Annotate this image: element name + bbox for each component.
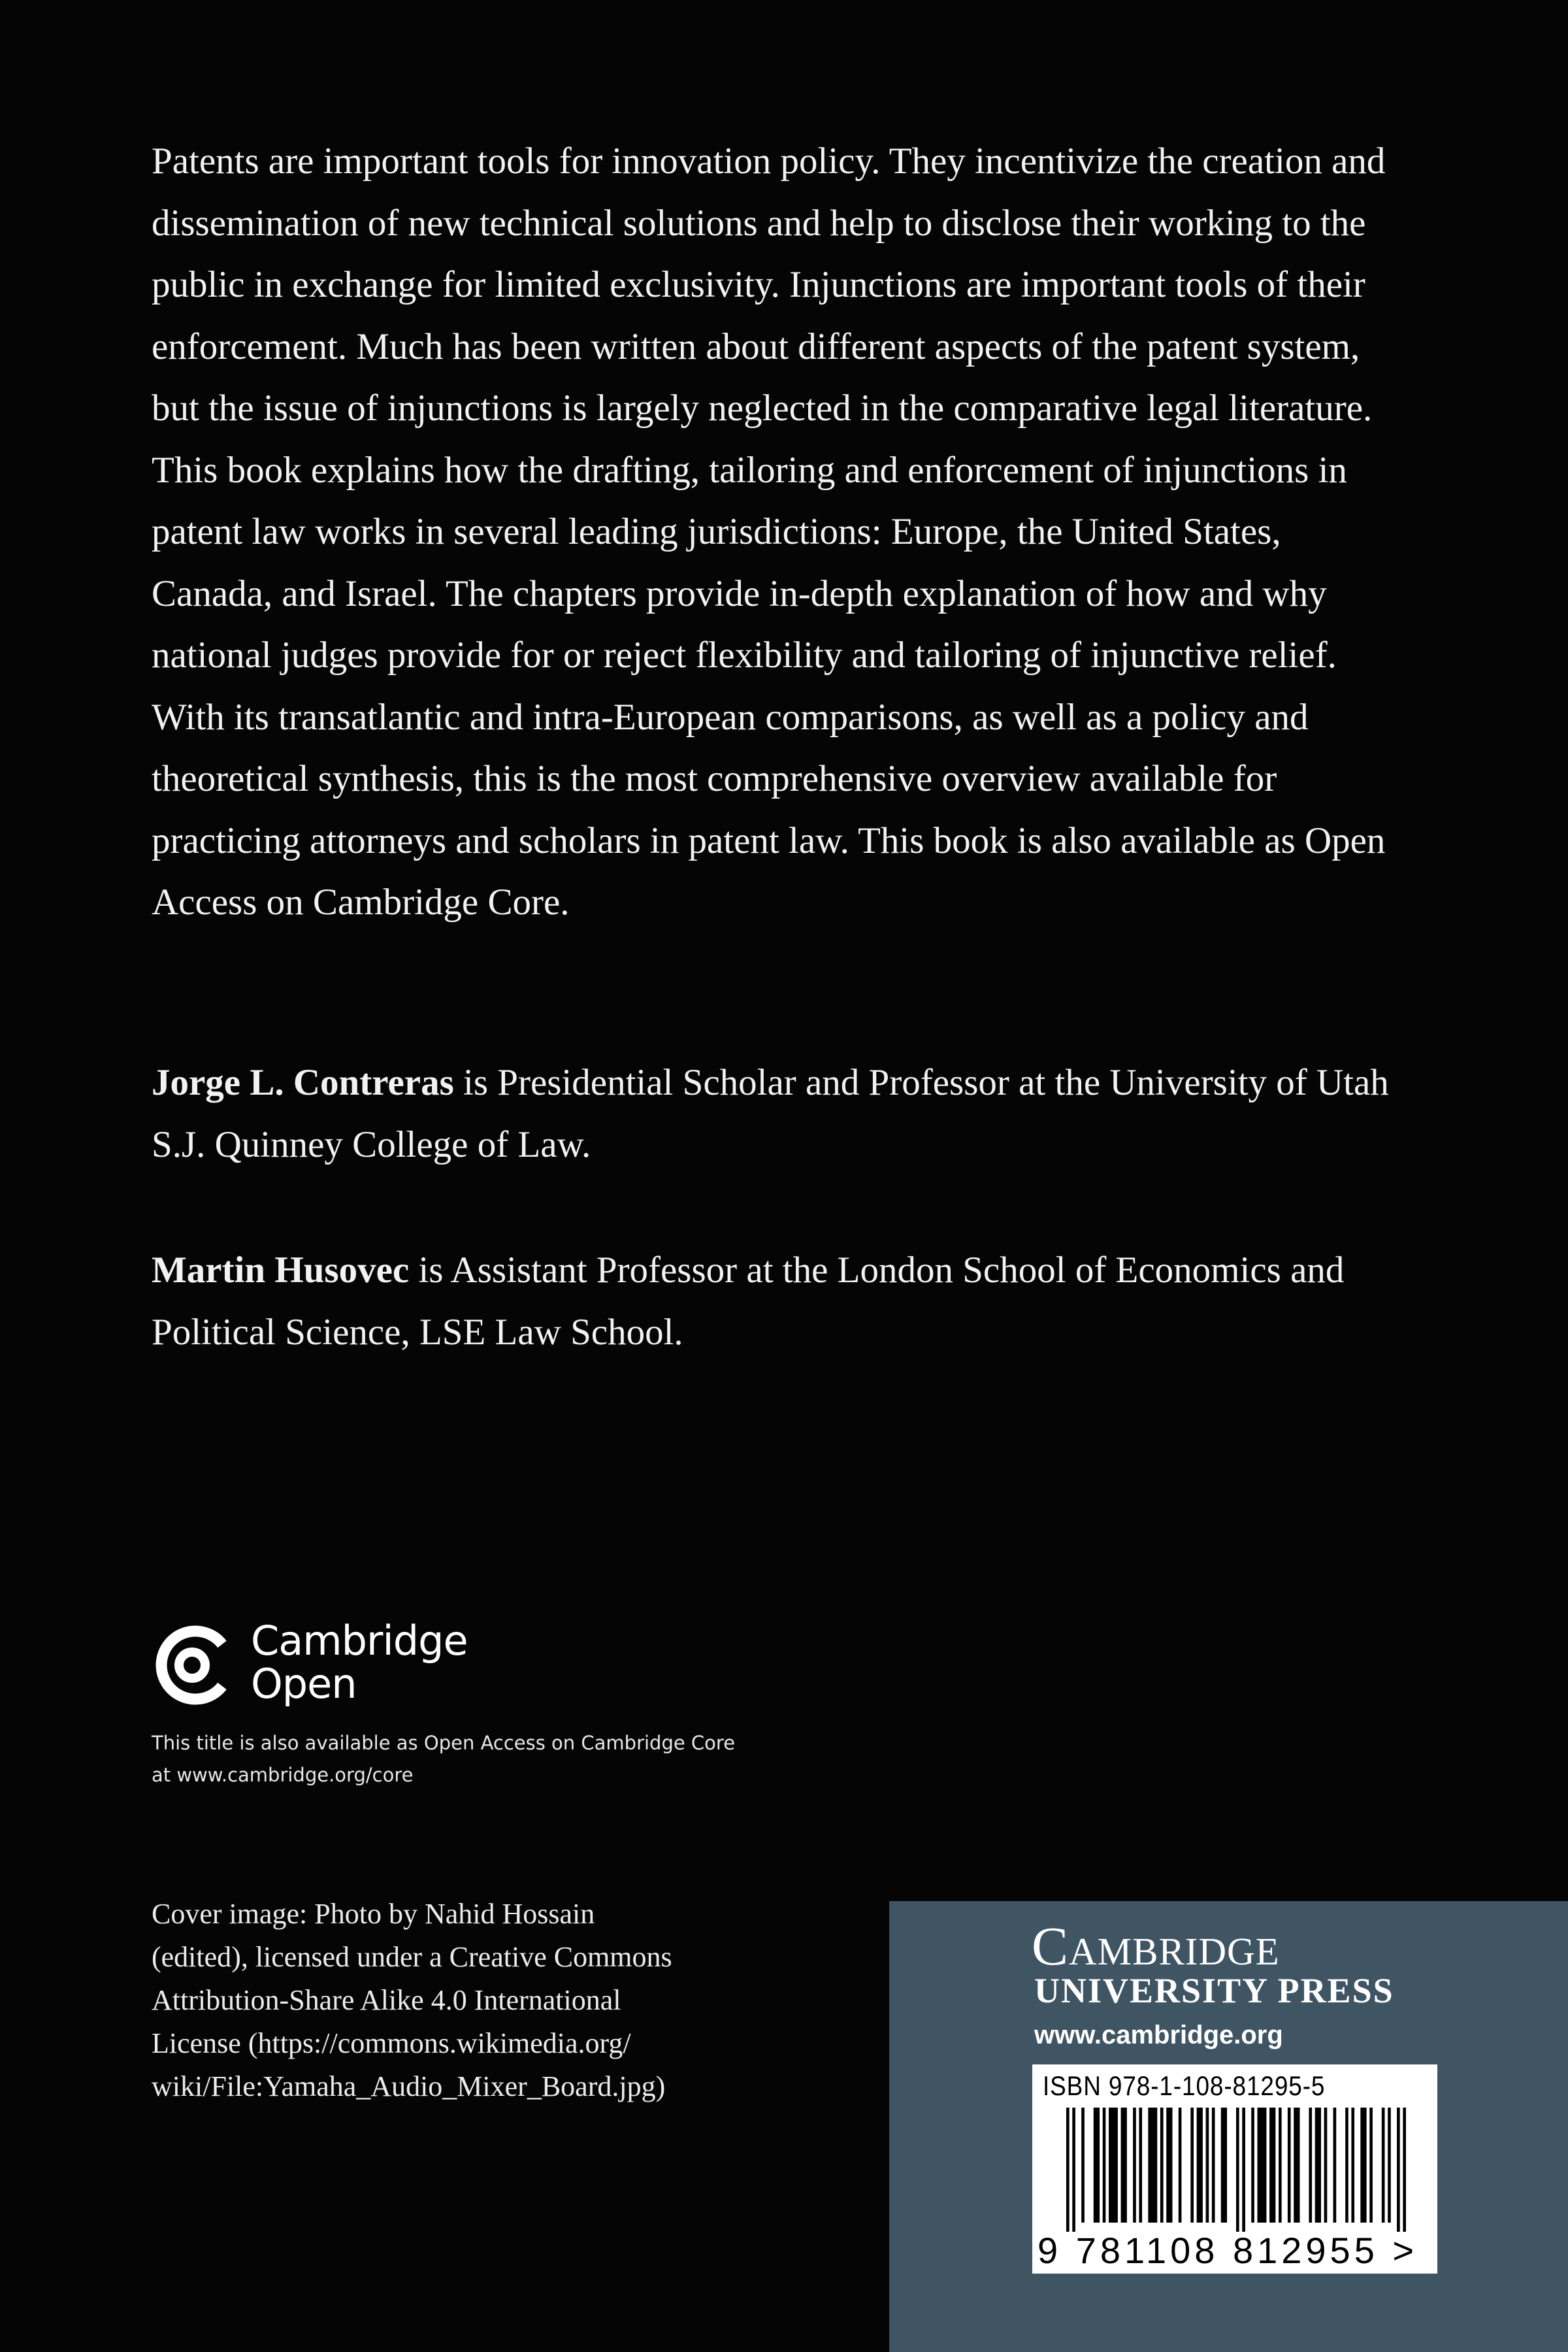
barcode-bar: [1288, 2108, 1291, 2223]
author-name: Jorge L. Contreras: [152, 1062, 454, 1103]
barcode-bar: [1221, 2108, 1227, 2223]
barcode-bar: [1360, 2108, 1366, 2223]
barcode-bar: [1315, 2108, 1321, 2223]
barcode-bar: [1397, 2108, 1400, 2232]
barcode-bar: [1345, 2108, 1348, 2223]
barcode-bar: [1121, 2108, 1127, 2223]
barcode-bar: [1206, 2108, 1209, 2223]
barcode-bar: [1251, 2108, 1254, 2223]
cover-image-credit: Cover image: Photo by Nahid Hossain (edited), licensed under a Creative Commons Attribution-Share Alike 4.0 International License (https://commons.wikimedia.org/ wiki/File:Yamaha_Audio_Mixer_Board.jpg): [152, 1898, 672, 2102]
barcode-bar: [1133, 2108, 1136, 2223]
barcode-bar: [1382, 2108, 1385, 2223]
barcode-bar: [1309, 2108, 1312, 2223]
back-cover-blurb: Patents are important tools for innovation policy. They incentivize the creation and dissemination of new technical solutions and help to disclose their working to the public in exchange for limited exclusivity. Injunctions are important tools of their enforcement. Much has been written about different aspects of the patent system, but the issue of injunctions is largely neglected in the comparative legal literature. This book explains how the drafting, tailoring and enforcement of injunctions in patent law works in several leading jurisdictions: Europe, the United States, Canada, and Israel. The chapters provide in-depth explanation of how and why national judges provide for or reject flexibility and tailoring of injunctive relief. With its transatlantic and intra-European comparisons, as well as a policy and theoretical synthesis, this is the most comprehensive overview available for practicing attorneys and scholars in patent law. This book is also available as Open Access on Cambridge Core.: [152, 141, 1386, 923]
author-bio-text: is Assistant Professor at the London School of Economics and Political Science, LSE Law School.: [152, 1250, 1345, 1353]
barcode-bar: [1190, 2108, 1194, 2223]
publisher-name: Cambridge: [1032, 1916, 1280, 1977]
author-name: Martin Husovec: [152, 1250, 410, 1291]
barcode-bar: [1166, 2108, 1172, 2223]
barcode-bar: [1139, 2108, 1142, 2223]
author-bio-contreras: [152, 1052, 1393, 1176]
barcode-bar: [1369, 2108, 1373, 2223]
barcode-bar: [1269, 2108, 1275, 2223]
barcode-bar: [1258, 2108, 1267, 2223]
barcode-bar: [1094, 2108, 1100, 2223]
barcode-bar: [1351, 2108, 1354, 2223]
barcode-digits: 9 781108 812955 >: [1037, 2230, 1418, 2271]
isbn-text: ISBN 978-1-108-81295-5: [1043, 2070, 1326, 2101]
cambridge-open-logo-icon: [152, 1625, 233, 1706]
barcode-bar: [1324, 2108, 1328, 2223]
barcode-bar: [1179, 2108, 1182, 2223]
barcode-bar: [1279, 2108, 1282, 2223]
barcode-bar: [1403, 2108, 1406, 2232]
barcode-bar: [1294, 2108, 1299, 2223]
barcode-bar: [1109, 2108, 1118, 2223]
publisher-url: www.cambridge.org: [1034, 2021, 1283, 2049]
logo-word-cambridge: Cambridge: [251, 1617, 468, 1665]
open-access-note: This title is also available as Open Access on Cambridge Core at www.cambridge.org/core: [152, 1732, 736, 1786]
barcode-bar: [1236, 2108, 1239, 2232]
barcode-bar: [1388, 2108, 1391, 2223]
barcode-bar: [1333, 2108, 1337, 2223]
logo-word-open: Open: [251, 1660, 357, 1708]
barcode-bar: [1242, 2108, 1245, 2232]
barcode-bars: [1066, 2108, 1406, 2232]
publisher-panel: [889, 1901, 1568, 2352]
publisher-subtitle: UNIVERSITY PRESS: [1034, 1971, 1394, 2010]
barcode-bar: [1081, 2108, 1085, 2223]
barcode-bar: [1066, 2108, 1070, 2232]
barcode-bar: [1160, 2108, 1164, 2223]
author-bio-husovec: [152, 1240, 1393, 1363]
barcode-label: [1032, 2064, 1437, 2274]
barcode-bar: [1103, 2108, 1106, 2223]
barcode-bar: [1212, 2108, 1215, 2223]
barcode-bar: [1072, 2108, 1075, 2232]
barcode-bar: [1148, 2108, 1157, 2223]
barcode-bar: [1197, 2108, 1203, 2223]
author-bio-text: is Presidential Scholar and Professor at the University of Utah S.J. Quinney College of Law.: [152, 1062, 1389, 1165]
cambridge-open-logo: [152, 1619, 609, 1717]
